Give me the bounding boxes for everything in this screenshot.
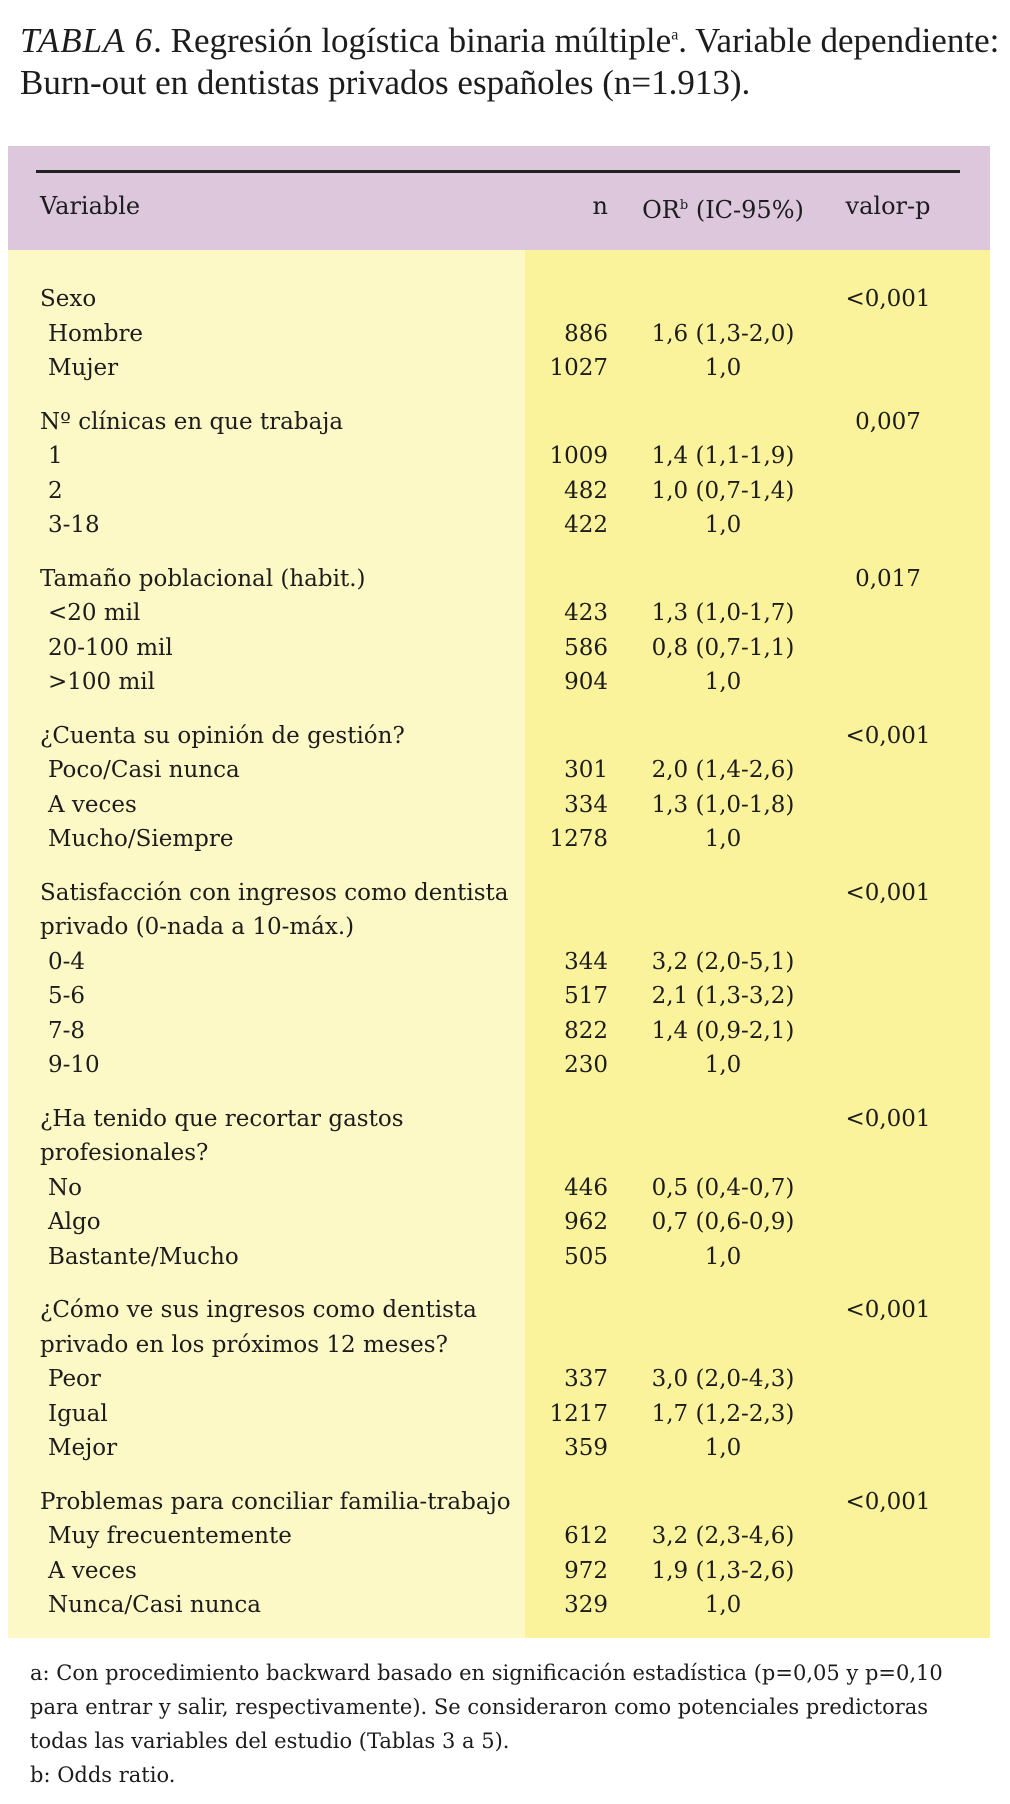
row-label: Poco/Casi nunca	[48, 757, 240, 783]
row-n: 329	[564, 1592, 608, 1618]
row-n: 505	[564, 1243, 608, 1270]
group-title-line2: privado en los próximos 12 meses?	[40, 1331, 448, 1358]
group-title: ¿Cómo ve sus ingresos como dentista	[40, 1297, 477, 1323]
caption-superscript: a	[671, 26, 679, 44]
row-label: 3-18	[48, 512, 100, 538]
group-title: Satisfacción con ingresos como dentista	[40, 879, 509, 906]
header-or-superscript: b	[679, 198, 689, 213]
row-or: 2,1 (1,3-3,2)	[651, 983, 795, 1009]
row-n: 1217	[549, 1400, 608, 1427]
row-label: 20-100 mil	[48, 634, 173, 661]
group-p-value: <0,001	[845, 1105, 931, 1132]
row-label: <20 mil	[48, 600, 141, 626]
group-title: ¿Ha tenido que recortar gastos	[40, 1105, 404, 1132]
row-n: 517	[564, 983, 608, 1009]
row-or: 1,6 (1,3-2,0)	[651, 320, 795, 347]
row-n: 337	[564, 1366, 608, 1392]
row-label: 9-10	[48, 1052, 100, 1078]
row-or: 1,0	[704, 826, 742, 852]
table-footnotes	[30, 1656, 980, 1792]
row-or: 1,7 (1,2-2,3)	[651, 1400, 795, 1427]
group-title-line2: privado (0-nada a 10-máx.)	[40, 914, 355, 940]
row-label: Mucho/Siempre	[48, 826, 234, 852]
row-label: 1	[48, 443, 63, 469]
row-or: 1,0	[704, 1052, 742, 1078]
row-or: 2,0 (1,4-2,6)	[651, 757, 795, 783]
group-title: Nº clínicas en que trabaja	[40, 408, 344, 435]
row-label: 2	[48, 477, 63, 504]
header-or-ci: (IC-95%)	[688, 196, 804, 224]
row-label: A veces	[48, 1557, 137, 1584]
row-n: 886	[564, 320, 608, 347]
row-label: Mejor	[48, 1435, 118, 1461]
row-n: 962	[564, 1209, 608, 1235]
row-label: Peor	[48, 1366, 101, 1392]
row-n: 344	[564, 948, 608, 975]
row-or: 1,0	[704, 355, 742, 381]
row-or: 3,2 (2,3-4,6)	[651, 1523, 795, 1549]
row-or: 1,3 (1,0-1,8)	[651, 791, 795, 818]
row-label: Nunca/Casi nunca	[48, 1592, 261, 1618]
group-title-line2: profesionales?	[40, 1140, 209, 1166]
footnote-a: a: Con procedimiento backward basado en significación estadística (p=0,05 y p=0,10 para entrar y salir, respectivamente). Se consideraron como potenciales predictoras todas las variables del estudio (Tablas 3 a 5).	[30, 1661, 943, 1753]
group-p-value: <0,001	[845, 286, 931, 312]
row-label: 7-8	[48, 1017, 86, 1044]
header-variable: Variable	[40, 192, 141, 220]
row-n: 1009	[549, 443, 608, 469]
row-or: 0,8 (0,7-1,1)	[651, 634, 795, 661]
group-p-value: <0,001	[845, 1488, 931, 1515]
header-or	[628, 186, 818, 226]
row-n: 334	[564, 791, 608, 818]
footnote-b: b: Odds ratio.	[30, 1763, 176, 1787]
row-n: 586	[564, 634, 608, 661]
row-n: 423	[564, 600, 608, 626]
row-or: 3,2 (2,0-5,1)	[651, 948, 795, 975]
row-or: 1,0	[704, 512, 742, 538]
row-or: 1,0 (0,7-1,4)	[651, 477, 795, 504]
row-n: 1278	[549, 826, 608, 852]
row-label: No	[48, 1174, 82, 1201]
row-or: 1,3 (1,0-1,7)	[651, 600, 795, 626]
row-or: 3,0 (2,0-4,3)	[651, 1366, 795, 1392]
header-n: n	[592, 192, 608, 220]
row-n: 230	[564, 1052, 608, 1078]
group-p-value: <0,001	[845, 1297, 931, 1323]
row-n: 301	[564, 757, 608, 783]
row-or: 1,0	[704, 1592, 742, 1618]
row-or: 1,4 (1,1-1,9)	[651, 443, 795, 469]
header-p-value: valor-p	[845, 192, 931, 220]
group-title: Tamaño poblacional (habit.)	[40, 565, 366, 592]
row-or: 0,5 (0,4-0,7)	[651, 1174, 795, 1201]
row-n: 612	[564, 1523, 608, 1549]
table-caption	[20, 20, 1000, 104]
row-or: 1,0	[704, 1243, 742, 1270]
row-n: 446	[564, 1174, 608, 1201]
row-n: 972	[564, 1557, 608, 1584]
row-or: 1,4 (0,9-2,1)	[651, 1017, 795, 1044]
row-n: 822	[564, 1017, 608, 1044]
table-top-rule	[36, 170, 960, 173]
row-n: 482	[564, 477, 608, 504]
row-label: >100 mil	[48, 669, 156, 695]
row-label: Hombre	[48, 320, 144, 347]
row-label: 5-6	[48, 983, 86, 1009]
group-title: Sexo	[40, 286, 97, 312]
row-label: Algo	[48, 1209, 101, 1235]
group-p-value: 0,007	[855, 408, 921, 435]
row-label: Igual	[48, 1400, 108, 1427]
row-label: Muy frecuentemente	[48, 1523, 292, 1549]
table-label: TABLA 6	[20, 21, 154, 60]
group-p-value: <0,001	[845, 722, 931, 749]
row-n: 422	[564, 512, 608, 538]
group-p-value: <0,001	[845, 879, 931, 906]
regression-table	[8, 146, 990, 1638]
caption-text-after: . Variable dependiente: Burn-out en dentistas privados españoles (n=1.913).	[20, 21, 1000, 102]
header-or-label: OR	[642, 196, 680, 224]
row-or: 1,0	[704, 669, 742, 695]
row-n: 359	[564, 1435, 608, 1461]
row-label: Mujer	[48, 355, 119, 381]
row-or: 1,9 (1,3-2,6)	[651, 1557, 795, 1584]
row-label: 0-4	[48, 948, 86, 975]
row-n: 904	[564, 669, 608, 695]
row-label: Bastante/Mucho	[48, 1243, 239, 1270]
row-or: 0,7 (0,6-0,9)	[651, 1209, 795, 1235]
group-title: Problemas para conciliar familia-trabajo	[40, 1488, 511, 1515]
caption-text-before: . Regresión logística binaria múltiple	[153, 21, 672, 60]
group-title: ¿Cuenta su opinión de gestión?	[40, 722, 405, 749]
row-label: A veces	[48, 791, 137, 818]
group-p-value: 0,017	[855, 565, 921, 592]
row-or: 1,0	[704, 1435, 742, 1461]
row-n: 1027	[549, 355, 608, 381]
